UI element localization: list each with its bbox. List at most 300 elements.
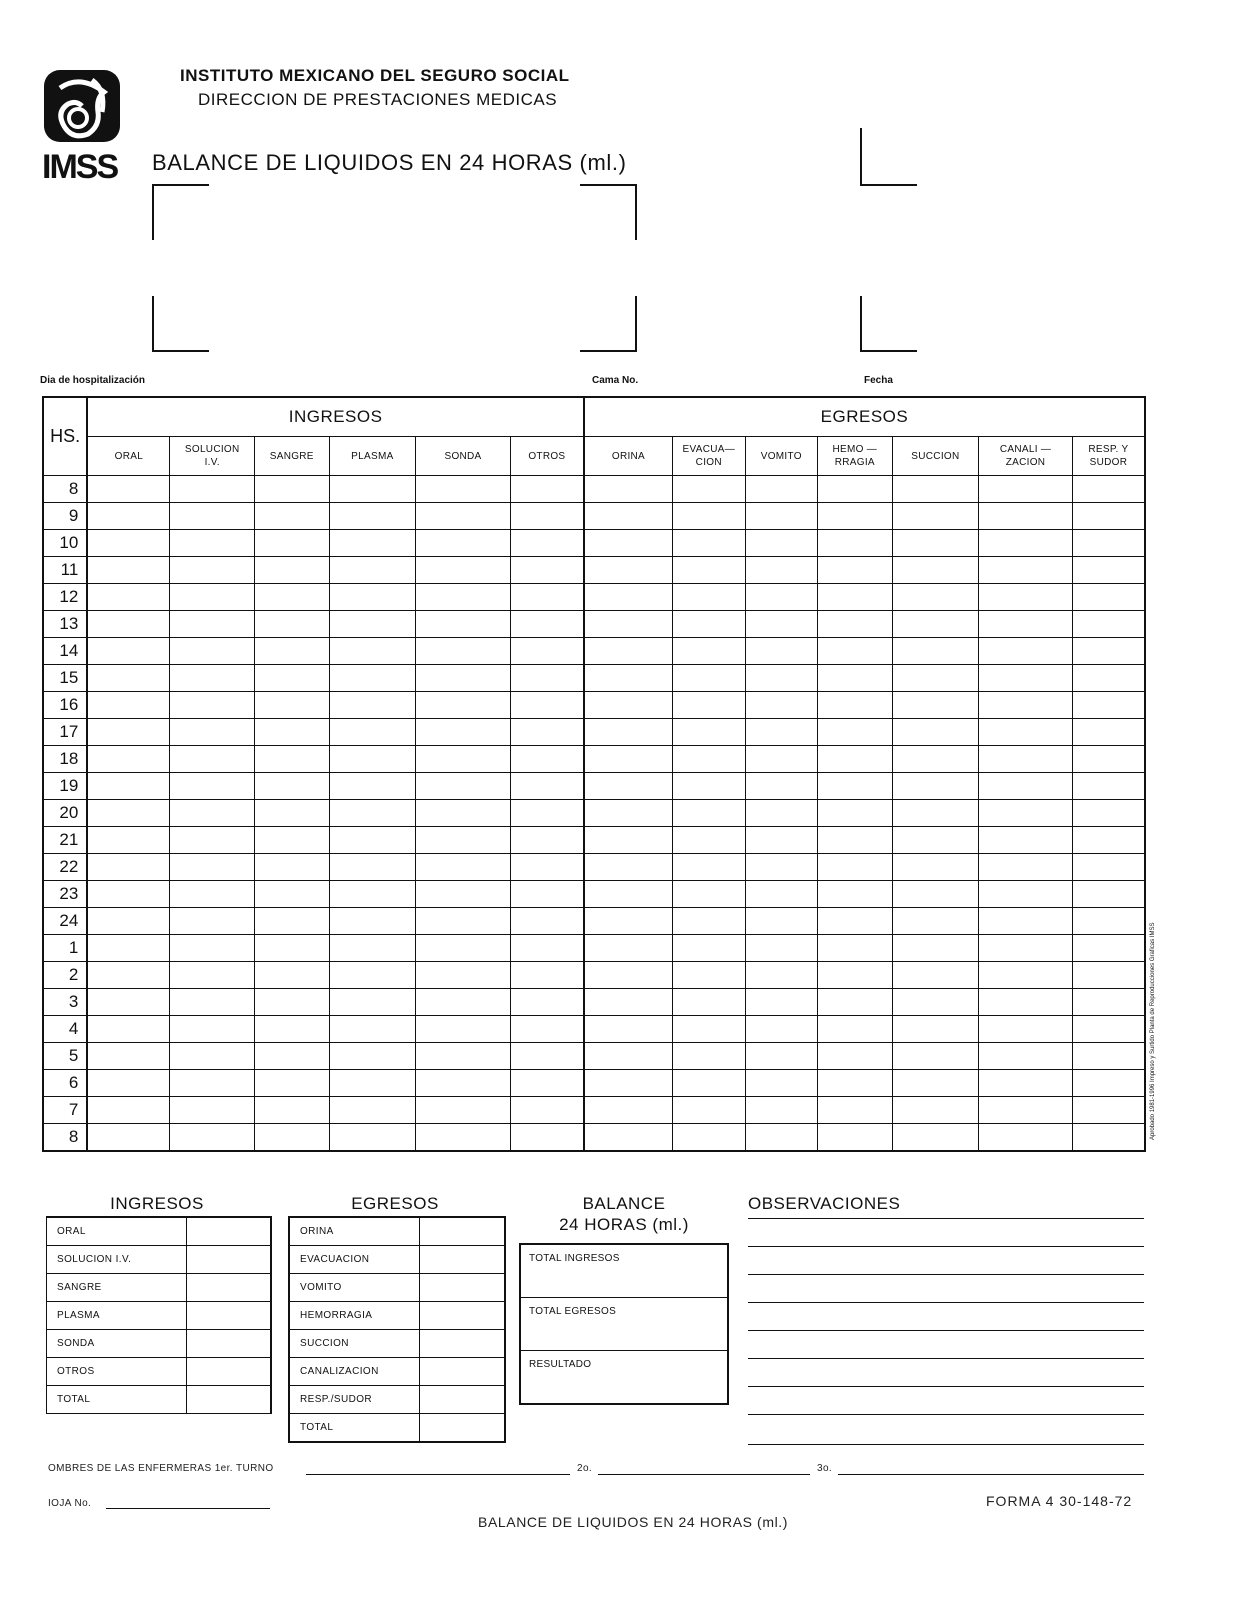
- entry-cell[interactable]: [745, 881, 818, 908]
- entry-cell[interactable]: [1072, 557, 1145, 584]
- observaciones-line[interactable]: [748, 1302, 1144, 1303]
- entry-cell[interactable]: [170, 773, 255, 800]
- entry-cell[interactable]: [979, 989, 1073, 1016]
- entry-cell[interactable]: [673, 881, 746, 908]
- summary-value-cell[interactable]: [187, 1358, 271, 1386]
- entry-cell[interactable]: [329, 719, 416, 746]
- entry-cell[interactable]: [818, 854, 893, 881]
- entry-cell[interactable]: [584, 935, 673, 962]
- entry-cell[interactable]: [416, 800, 511, 827]
- entry-cell[interactable]: [87, 1124, 170, 1152]
- entry-cell[interactable]: [170, 962, 255, 989]
- entry-cell[interactable]: [416, 827, 511, 854]
- entry-cell[interactable]: [979, 1124, 1073, 1152]
- summary-value-cell[interactable]: [187, 1302, 271, 1330]
- entry-cell[interactable]: [329, 962, 416, 989]
- entry-cell[interactable]: [329, 1016, 416, 1043]
- entry-cell[interactable]: [255, 611, 330, 638]
- entry-cell[interactable]: [892, 557, 979, 584]
- entry-cell[interactable]: [584, 854, 673, 881]
- entry-cell[interactable]: [745, 1070, 818, 1097]
- summary-value-cell[interactable]: [419, 1274, 505, 1302]
- observaciones-line[interactable]: [748, 1330, 1144, 1331]
- entry-cell[interactable]: [584, 1043, 673, 1070]
- entry-cell[interactable]: [979, 962, 1073, 989]
- entry-cell[interactable]: [745, 962, 818, 989]
- entry-cell[interactable]: [979, 665, 1073, 692]
- entry-cell[interactable]: [818, 908, 893, 935]
- entry-cell[interactable]: [745, 935, 818, 962]
- entry-cell[interactable]: [584, 557, 673, 584]
- entry-cell[interactable]: [818, 638, 893, 665]
- entry-cell[interactable]: [87, 611, 170, 638]
- entry-cell[interactable]: [673, 746, 746, 773]
- entry-cell[interactable]: [1072, 665, 1145, 692]
- balance-row[interactable]: [520, 1244, 728, 1298]
- entry-cell[interactable]: [1072, 638, 1145, 665]
- entry-cell[interactable]: [584, 476, 673, 503]
- entry-cell[interactable]: [510, 827, 584, 854]
- entry-cell[interactable]: [1072, 989, 1145, 1016]
- entry-cell[interactable]: [892, 719, 979, 746]
- entry-cell[interactable]: [416, 1124, 511, 1152]
- entry-cell[interactable]: [255, 584, 330, 611]
- entry-cell[interactable]: [892, 611, 979, 638]
- entry-cell[interactable]: [584, 1016, 673, 1043]
- entry-cell[interactable]: [1072, 503, 1145, 530]
- entry-cell[interactable]: [329, 1043, 416, 1070]
- entry-cell[interactable]: [745, 638, 818, 665]
- entry-cell[interactable]: [416, 989, 511, 1016]
- entry-cell[interactable]: [745, 854, 818, 881]
- entry-cell[interactable]: [673, 719, 746, 746]
- entry-cell[interactable]: [818, 1124, 893, 1152]
- entry-cell[interactable]: [87, 584, 170, 611]
- entry-cell[interactable]: [1072, 1016, 1145, 1043]
- entry-cell[interactable]: [745, 665, 818, 692]
- entry-cell[interactable]: [510, 908, 584, 935]
- entry-cell[interactable]: [818, 989, 893, 1016]
- entry-cell[interactable]: [745, 1043, 818, 1070]
- entry-cell[interactable]: [416, 908, 511, 935]
- entry-cell[interactable]: [745, 908, 818, 935]
- entry-cell[interactable]: [510, 503, 584, 530]
- entry-cell[interactable]: [510, 881, 584, 908]
- entry-cell[interactable]: [329, 881, 416, 908]
- entry-cell[interactable]: [87, 962, 170, 989]
- entry-cell[interactable]: [979, 719, 1073, 746]
- entry-cell[interactable]: [818, 476, 893, 503]
- entry-cell[interactable]: [1072, 962, 1145, 989]
- entry-cell[interactable]: [170, 1097, 255, 1124]
- entry-cell[interactable]: [329, 773, 416, 800]
- entry-cell[interactable]: [255, 773, 330, 800]
- entry-cell[interactable]: [818, 557, 893, 584]
- entry-cell[interactable]: [745, 746, 818, 773]
- entry-cell[interactable]: [892, 854, 979, 881]
- entry-cell[interactable]: [170, 1124, 255, 1152]
- entry-cell[interactable]: [673, 692, 746, 719]
- entry-cell[interactable]: [818, 503, 893, 530]
- entry-cell[interactable]: [979, 827, 1073, 854]
- entry-cell[interactable]: [87, 1097, 170, 1124]
- entry-cell[interactable]: [416, 1070, 511, 1097]
- entry-cell[interactable]: [329, 1124, 416, 1152]
- entry-cell[interactable]: [673, 1097, 746, 1124]
- entry-cell[interactable]: [584, 584, 673, 611]
- entry-cell[interactable]: [170, 692, 255, 719]
- entry-cell[interactable]: [1072, 1043, 1145, 1070]
- entry-cell[interactable]: [673, 557, 746, 584]
- observaciones-line[interactable]: [748, 1246, 1144, 1247]
- entry-cell[interactable]: [87, 773, 170, 800]
- entry-cell[interactable]: [510, 476, 584, 503]
- entry-cell[interactable]: [979, 1016, 1073, 1043]
- entry-cell[interactable]: [510, 935, 584, 962]
- entry-cell[interactable]: [818, 773, 893, 800]
- entry-cell[interactable]: [584, 746, 673, 773]
- entry-cell[interactable]: [87, 719, 170, 746]
- entry-cell[interactable]: [87, 638, 170, 665]
- entry-cell[interactable]: [87, 800, 170, 827]
- entry-cell[interactable]: [1072, 854, 1145, 881]
- entry-cell[interactable]: [1072, 935, 1145, 962]
- entry-cell[interactable]: [510, 854, 584, 881]
- entry-cell[interactable]: [892, 989, 979, 1016]
- entry-cell[interactable]: [170, 935, 255, 962]
- entry-cell[interactable]: [416, 503, 511, 530]
- entry-cell[interactable]: [255, 881, 330, 908]
- entry-cell[interactable]: [818, 827, 893, 854]
- entry-cell[interactable]: [87, 530, 170, 557]
- entry-cell[interactable]: [818, 584, 893, 611]
- entry-cell[interactable]: [170, 881, 255, 908]
- entry-cell[interactable]: [170, 1043, 255, 1070]
- entry-cell[interactable]: [892, 1043, 979, 1070]
- entry-cell[interactable]: [745, 503, 818, 530]
- hoja-line[interactable]: [106, 1508, 270, 1509]
- entry-cell[interactable]: [979, 638, 1073, 665]
- balance-row[interactable]: [520, 1351, 728, 1405]
- entry-cell[interactable]: [818, 692, 893, 719]
- entry-cell[interactable]: [673, 530, 746, 557]
- entry-cell[interactable]: [416, 881, 511, 908]
- entry-cell[interactable]: [255, 638, 330, 665]
- entry-cell[interactable]: [818, 935, 893, 962]
- entry-cell[interactable]: [892, 827, 979, 854]
- entry-cell[interactable]: [255, 962, 330, 989]
- entry-cell[interactable]: [170, 1070, 255, 1097]
- entry-cell[interactable]: [818, 1097, 893, 1124]
- entry-cell[interactable]: [745, 719, 818, 746]
- entry-cell[interactable]: [170, 719, 255, 746]
- entry-cell[interactable]: [87, 557, 170, 584]
- entry-cell[interactable]: [255, 530, 330, 557]
- entry-cell[interactable]: [170, 908, 255, 935]
- entry-cell[interactable]: [255, 854, 330, 881]
- entry-cell[interactable]: [329, 746, 416, 773]
- entry-cell[interactable]: [170, 800, 255, 827]
- entry-cell[interactable]: [87, 935, 170, 962]
- entry-cell[interactable]: [416, 773, 511, 800]
- entry-cell[interactable]: [170, 476, 255, 503]
- entry-cell[interactable]: [979, 746, 1073, 773]
- entry-cell[interactable]: [170, 1016, 255, 1043]
- entry-cell[interactable]: [892, 584, 979, 611]
- entry-cell[interactable]: [1072, 476, 1145, 503]
- entry-cell[interactable]: [510, 1016, 584, 1043]
- entry-cell[interactable]: [979, 935, 1073, 962]
- entry-cell[interactable]: [745, 557, 818, 584]
- entry-cell[interactable]: [416, 854, 511, 881]
- entry-cell[interactable]: [673, 611, 746, 638]
- entry-cell[interactable]: [87, 854, 170, 881]
- entry-cell[interactable]: [329, 557, 416, 584]
- entry-cell[interactable]: [979, 908, 1073, 935]
- entry-cell[interactable]: [1072, 584, 1145, 611]
- entry-cell[interactable]: [892, 908, 979, 935]
- entry-cell[interactable]: [510, 1097, 584, 1124]
- entry-cell[interactable]: [818, 719, 893, 746]
- entry-cell[interactable]: [818, 1070, 893, 1097]
- entry-cell[interactable]: [170, 638, 255, 665]
- entry-cell[interactable]: [329, 1097, 416, 1124]
- entry-cell[interactable]: [1072, 800, 1145, 827]
- entry-cell[interactable]: [745, 692, 818, 719]
- entry-cell[interactable]: [255, 692, 330, 719]
- observaciones-line[interactable]: [748, 1358, 1144, 1359]
- entry-cell[interactable]: [170, 584, 255, 611]
- entry-cell[interactable]: [673, 935, 746, 962]
- entry-cell[interactable]: [892, 1070, 979, 1097]
- entry-cell[interactable]: [1072, 1124, 1145, 1152]
- entry-cell[interactable]: [329, 530, 416, 557]
- entry-cell[interactable]: [416, 962, 511, 989]
- entry-cell[interactable]: [87, 989, 170, 1016]
- entry-cell[interactable]: [818, 665, 893, 692]
- entry-cell[interactable]: [673, 854, 746, 881]
- entry-cell[interactable]: [584, 800, 673, 827]
- entry-cell[interactable]: [892, 773, 979, 800]
- entry-cell[interactable]: [673, 827, 746, 854]
- observaciones-line[interactable]: [748, 1218, 1144, 1219]
- entry-cell[interactable]: [584, 908, 673, 935]
- entry-cell[interactable]: [510, 773, 584, 800]
- entry-cell[interactable]: [510, 557, 584, 584]
- entry-cell[interactable]: [584, 503, 673, 530]
- entry-cell[interactable]: [1072, 746, 1145, 773]
- entry-cell[interactable]: [818, 1016, 893, 1043]
- entry-cell[interactable]: [87, 908, 170, 935]
- entry-cell[interactable]: [416, 1097, 511, 1124]
- balance-row[interactable]: [520, 1298, 728, 1351]
- entry-cell[interactable]: [510, 1043, 584, 1070]
- entry-cell[interactable]: [584, 692, 673, 719]
- entry-cell[interactable]: [329, 692, 416, 719]
- entry-cell[interactable]: [979, 476, 1073, 503]
- summary-value-cell[interactable]: [187, 1217, 271, 1246]
- entry-cell[interactable]: [673, 476, 746, 503]
- entry-cell[interactable]: [255, 665, 330, 692]
- entry-cell[interactable]: [818, 746, 893, 773]
- entry-cell[interactable]: [745, 476, 818, 503]
- entry-cell[interactable]: [87, 476, 170, 503]
- entry-cell[interactable]: [510, 692, 584, 719]
- entry-cell[interactable]: [255, 935, 330, 962]
- entry-cell[interactable]: [416, 530, 511, 557]
- entry-cell[interactable]: [87, 503, 170, 530]
- entry-cell[interactable]: [584, 962, 673, 989]
- entry-cell[interactable]: [745, 1016, 818, 1043]
- entry-cell[interactable]: [673, 584, 746, 611]
- entry-cell[interactable]: [818, 881, 893, 908]
- summary-value-cell[interactable]: [419, 1302, 505, 1330]
- entry-cell[interactable]: [329, 935, 416, 962]
- entry-cell[interactable]: [584, 1070, 673, 1097]
- entry-cell[interactable]: [673, 1043, 746, 1070]
- entry-cell[interactable]: [892, 881, 979, 908]
- entry-cell[interactable]: [673, 665, 746, 692]
- entry-cell[interactable]: [979, 1097, 1073, 1124]
- entry-cell[interactable]: [255, 1016, 330, 1043]
- entry-cell[interactable]: [329, 611, 416, 638]
- entry-cell[interactable]: [892, 638, 979, 665]
- entry-cell[interactable]: [673, 908, 746, 935]
- entry-cell[interactable]: [510, 638, 584, 665]
- entry-cell[interactable]: [584, 611, 673, 638]
- entry-cell[interactable]: [979, 530, 1073, 557]
- entry-cell[interactable]: [979, 692, 1073, 719]
- entry-cell[interactable]: [673, 503, 746, 530]
- entry-cell[interactable]: [979, 800, 1073, 827]
- entry-cell[interactable]: [510, 989, 584, 1016]
- entry-cell[interactable]: [892, 692, 979, 719]
- entry-cell[interactable]: [255, 800, 330, 827]
- summary-value-cell[interactable]: [419, 1414, 505, 1443]
- entry-cell[interactable]: [584, 665, 673, 692]
- entry-cell[interactable]: [745, 584, 818, 611]
- entry-cell[interactable]: [87, 827, 170, 854]
- entry-cell[interactable]: [329, 476, 416, 503]
- entry-cell[interactable]: [584, 881, 673, 908]
- entry-cell[interactable]: [673, 1070, 746, 1097]
- entry-cell[interactable]: [979, 584, 1073, 611]
- entry-cell[interactable]: [745, 611, 818, 638]
- entry-cell[interactable]: [170, 665, 255, 692]
- entry-cell[interactable]: [87, 692, 170, 719]
- entry-cell[interactable]: [510, 611, 584, 638]
- entry-cell[interactable]: [255, 719, 330, 746]
- entry-cell[interactable]: [892, 746, 979, 773]
- entry-cell[interactable]: [416, 557, 511, 584]
- entry-cell[interactable]: [170, 503, 255, 530]
- entry-cell[interactable]: [892, 503, 979, 530]
- observaciones-line[interactable]: [748, 1274, 1144, 1275]
- entry-cell[interactable]: [1072, 530, 1145, 557]
- entry-cell[interactable]: [255, 827, 330, 854]
- entry-cell[interactable]: [979, 611, 1073, 638]
- summary-value-cell[interactable]: [419, 1217, 505, 1246]
- entry-cell[interactable]: [979, 557, 1073, 584]
- entry-cell[interactable]: [170, 989, 255, 1016]
- entry-cell[interactable]: [745, 827, 818, 854]
- entry-cell[interactable]: [1072, 908, 1145, 935]
- entry-cell[interactable]: [979, 503, 1073, 530]
- entry-cell[interactable]: [510, 962, 584, 989]
- entry-cell[interactable]: [818, 530, 893, 557]
- entry-cell[interactable]: [584, 1124, 673, 1152]
- entry-cell[interactable]: [892, 1016, 979, 1043]
- entry-cell[interactable]: [892, 935, 979, 962]
- entry-cell[interactable]: [584, 638, 673, 665]
- entry-cell[interactable]: [416, 665, 511, 692]
- entry-cell[interactable]: [1072, 881, 1145, 908]
- entry-cell[interactable]: [87, 746, 170, 773]
- entry-cell[interactable]: [255, 476, 330, 503]
- entry-cell[interactable]: [329, 908, 416, 935]
- entry-cell[interactable]: [329, 503, 416, 530]
- entry-cell[interactable]: [745, 530, 818, 557]
- entry-cell[interactable]: [87, 665, 170, 692]
- entry-cell[interactable]: [255, 908, 330, 935]
- entry-cell[interactable]: [1072, 827, 1145, 854]
- entry-cell[interactable]: [255, 557, 330, 584]
- entry-cell[interactable]: [87, 881, 170, 908]
- entry-cell[interactable]: [170, 746, 255, 773]
- entry-cell[interactable]: [255, 503, 330, 530]
- entry-cell[interactable]: [510, 800, 584, 827]
- entry-cell[interactable]: [979, 1070, 1073, 1097]
- entry-cell[interactable]: [416, 1016, 511, 1043]
- entry-cell[interactable]: [329, 665, 416, 692]
- summary-value-cell[interactable]: [419, 1358, 505, 1386]
- entry-cell[interactable]: [584, 719, 673, 746]
- entry-cell[interactable]: [1072, 719, 1145, 746]
- entry-cell[interactable]: [329, 989, 416, 1016]
- entry-cell[interactable]: [673, 773, 746, 800]
- entry-cell[interactable]: [584, 773, 673, 800]
- entry-cell[interactable]: [1072, 1097, 1145, 1124]
- entry-cell[interactable]: [892, 800, 979, 827]
- summary-value-cell[interactable]: [187, 1246, 271, 1274]
- entry-cell[interactable]: [1072, 1070, 1145, 1097]
- entry-cell[interactable]: [510, 746, 584, 773]
- summary-value-cell[interactable]: [419, 1330, 505, 1358]
- entry-cell[interactable]: [979, 773, 1073, 800]
- entry-cell[interactable]: [255, 746, 330, 773]
- entry-cell[interactable]: [673, 1124, 746, 1152]
- entry-cell[interactable]: [255, 1097, 330, 1124]
- entry-cell[interactable]: [329, 638, 416, 665]
- entry-cell[interactable]: [510, 719, 584, 746]
- entry-cell[interactable]: [329, 1070, 416, 1097]
- entry-cell[interactable]: [1072, 773, 1145, 800]
- entry-cell[interactable]: [892, 1124, 979, 1152]
- entry-cell[interactable]: [416, 692, 511, 719]
- nurse-turno2-line[interactable]: [598, 1474, 810, 1475]
- entry-cell[interactable]: [1072, 692, 1145, 719]
- nurse-turno3-line[interactable]: [838, 1474, 1144, 1475]
- entry-cell[interactable]: [255, 1043, 330, 1070]
- entry-cell[interactable]: [170, 530, 255, 557]
- entry-cell[interactable]: [673, 962, 746, 989]
- entry-cell[interactable]: [584, 1097, 673, 1124]
- entry-cell[interactable]: [818, 611, 893, 638]
- entry-cell[interactable]: [818, 1043, 893, 1070]
- entry-cell[interactable]: [510, 1124, 584, 1152]
- entry-cell[interactable]: [416, 719, 511, 746]
- nurse-turno1-line[interactable]: [306, 1474, 570, 1475]
